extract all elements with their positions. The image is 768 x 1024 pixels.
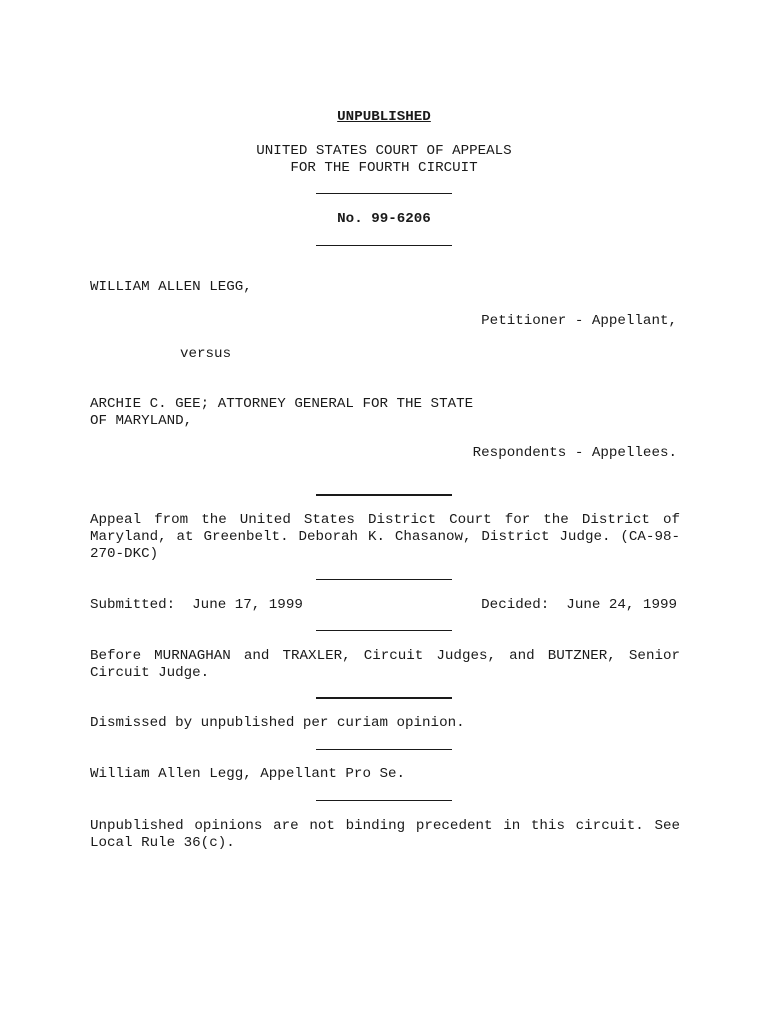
divider xyxy=(316,579,452,580)
divider xyxy=(316,697,452,699)
divider xyxy=(316,245,452,246)
panel-paragraph: Before MURNAGHAN and TRAXLER, Circuit Judges, and BUTZNER, Senior Circuit Judge. xyxy=(90,648,680,681)
court-name-line2: FOR THE FOURTH CIRCUIT xyxy=(290,160,478,176)
divider xyxy=(316,630,452,631)
counsel-text: William Allen Legg, Appellant Pro Se. xyxy=(90,766,406,782)
disposition-text: Dismissed by unpublished per curiam opinion. xyxy=(90,715,465,731)
respondent-name-line2: OF MARYLAND, xyxy=(90,413,193,429)
precedent-notice: Unpublished opinions are not binding precedent in this circuit. See Local Rule 36(c). xyxy=(90,818,680,851)
court-name-line1: UNITED STATES COURT OF APPEALS xyxy=(256,143,512,159)
submitted-date: Submitted: June 17, 1999 xyxy=(90,597,303,613)
divider xyxy=(316,494,452,496)
appeal-paragraph: Appeal from the United States District Court for the District of Maryland, at Greenbelt. Deborah K. Chasanow, District Judge. (CA-98-270-DKC) xyxy=(90,512,680,562)
petitioner-name: WILLIAM ALLEN LEGG, xyxy=(90,279,252,295)
divider xyxy=(316,749,452,750)
respondent-role: Respondents - Appellees. xyxy=(472,445,677,461)
versus-label: versus xyxy=(180,346,232,362)
case-number: No. 99-6206 xyxy=(337,211,431,227)
divider xyxy=(316,193,452,194)
respondent-name-line1: ARCHIE C. GEE; ATTORNEY GENERAL FOR THE STATE xyxy=(90,396,474,412)
petitioner-role: Petitioner - Appellant, xyxy=(481,313,677,329)
decided-date: Decided: June 24, 1999 xyxy=(481,597,677,613)
divider xyxy=(316,800,452,801)
unpublished-label: UNPUBLISHED xyxy=(337,109,431,125)
